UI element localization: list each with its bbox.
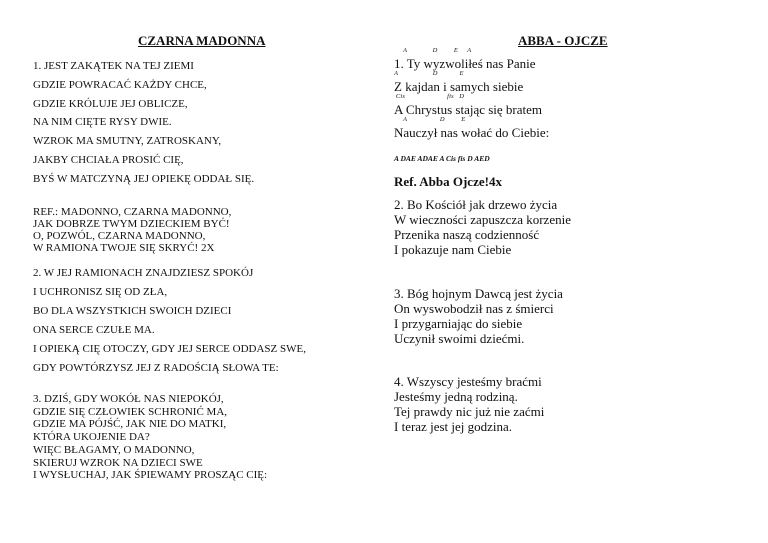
refrain-line: REF.: MADONNO, CZARNA MADONNO,	[33, 206, 232, 218]
lyric-line: GDY POWTÓRZYSZ JEJ Z RADOŚCIĄ SŁOWA TE:	[33, 362, 279, 374]
lyric-line: I przygarniając do siebie	[394, 316, 523, 331]
refrain-line: W RAMIONA TWOJE SIĘ SKRYĆ! 2X	[33, 242, 215, 254]
refrain-line: O, POZWÓL, CZARNA MADONNO,	[33, 230, 206, 242]
lyric-line: JAKBY CHCIAŁA PROSIĆ CIĘ,	[33, 154, 184, 166]
lyric-line: ONA SERCE CZUŁE MA.	[33, 324, 155, 336]
lyric-line: 2. W JEJ RAMIONACH ZNAJDZIESZ SPOKÓJ	[33, 267, 254, 279]
lyric-line: SKIERUJ WZROK NA DZIECI SWE	[33, 457, 203, 469]
lyric-line: GDZIE KRÓLUJE JEJ OBLICZE,	[33, 98, 188, 110]
lyric-line: Z kajdan i samych siebie	[394, 79, 524, 94]
chord-line: A D E	[394, 70, 464, 77]
lyric-line: 1. Ty wyzwoliłeś nas Panie	[394, 56, 536, 71]
lyric-line: 1. JEST ZAKĄTEK NA TEJ ZIEMI	[33, 60, 194, 72]
lyric-line: Uczynił swoimi dziećmi.	[394, 331, 525, 346]
song-title: CZARNA MADONNA	[138, 33, 266, 48]
lyric-line: I UCHRONISZ SIĘ OD ZŁA,	[33, 286, 168, 298]
lyric-line: 3. DZIŚ, GDY WOKÓŁ NAS NIEPOKÓJ,	[33, 393, 224, 405]
song-title: ABBA - OJCZE	[518, 33, 608, 48]
lyric-line: GDZIE MA PÓJŚĆ, JAK NIE DO MATKI,	[33, 418, 227, 430]
chord-line: A D E A	[394, 47, 472, 54]
lyric-line: A Chrystus stając się bratem	[394, 102, 543, 117]
lyric-line: Tej prawdy nic już nie zaćmi	[394, 404, 545, 419]
lyric-line: I pokazuje nam Ciebie	[394, 242, 512, 257]
lyric-line: Przenika naszą codzienność	[394, 227, 540, 242]
lyric-line: I OPIEKĄ CIĘ OTOCZY, GDY JEJ SERCE ODDASZ SWE,	[33, 343, 306, 355]
chord-sequence: A DAE ADAE A Cis fis D AED	[394, 154, 490, 163]
lyric-line: BYŚ W MATCZYNĄ JEJ OPIEKĘ ODDAŁ SIĘ.	[33, 173, 255, 185]
lyric-line: GDZIE SIĘ CZŁOWIEK SCHRONIĆ MA,	[33, 406, 228, 418]
lyric-line: BO DLA WSZYSTKICH SWOICH DZIECI	[33, 305, 232, 317]
chord-line: A D E	[394, 116, 466, 123]
lyric-line: 4. Wszyscy jesteśmy braćmi	[394, 374, 542, 389]
lyric-line: 3. Bóg hojnym Dawcą jest życia	[394, 286, 563, 301]
lyric-line: KTÓRA UKOJENIE DA?	[33, 431, 150, 443]
refrain-heading: Ref. Abba Ojcze!4x	[394, 174, 502, 189]
lyric-line: WZROK MA SMUTNY, ZATROSKANY,	[33, 135, 222, 147]
lyric-line: Nauczył nas wołać do Ciebie:	[394, 125, 550, 140]
lyric-line: I WYSŁUCHAJ, JAK ŚPIEWAMY PROSZĄC CIĘ:	[33, 469, 268, 481]
refrain-line: JAK DOBRZE TWYM DZIECKIEM BYĆ!	[33, 218, 230, 230]
lyric-line: GDZIE POWRACAĆ KAŻDY CHCE,	[33, 79, 207, 91]
lyric-line: 2. Bo Kościół jak drzewo życia	[394, 197, 558, 212]
lyric-line: I teraz jest jej godzina.	[394, 419, 513, 434]
lyric-line: NA NIM CIĘTE RYSY DWIE.	[33, 116, 172, 128]
chord-line: Cis fis D	[394, 93, 465, 100]
lyric-line: WIĘC BŁAGAMY, O MADONNO,	[33, 444, 195, 456]
lyric-line: W wieczności zapuszcza korzenie	[394, 212, 571, 227]
lyric-line: On wyswobodził nas z śmierci	[394, 301, 554, 316]
lyric-line: Jesteśmy jedną rodziną.	[394, 389, 518, 404]
